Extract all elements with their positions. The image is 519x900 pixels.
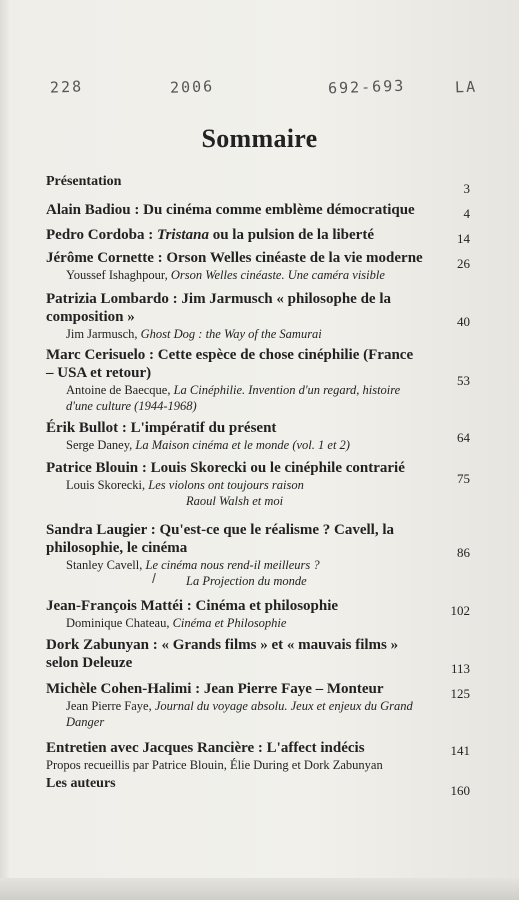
entry-subtitle: Serge Daney, La Maison cinéma et le monde (vol. 1 et 2) [66, 438, 350, 452]
entry-heading: Jean-François Mattéi : Cinéma et philosophie [46, 598, 339, 614]
entry-heading: Jérôme Cornette : Orson Welles cinéaste de la vie moderne [46, 250, 423, 266]
page-number: 64 [457, 430, 470, 445]
toc-entry [46, 636, 424, 672]
toc-entry [46, 775, 424, 793]
page-number: 160 [450, 783, 470, 798]
entry-heading: Patrizia Lombardo : Jim Jarmusch « philosophe de la composition » [46, 291, 392, 325]
entry-heading: Patrice Blouin : Louis Skorecki ou le cinéphile contrarié [46, 460, 405, 476]
toc-entry [46, 249, 424, 283]
entry-subtitle: Jim Jarmusch, Ghost Dog : the Way of the Samurai [66, 327, 322, 341]
handwritten-note-pages: 692-693 [327, 76, 406, 98]
toc-entry [46, 173, 424, 191]
entry-subtitle: Dominique Chateau, Cinéma et Philosophie [66, 616, 287, 630]
page-number: 75 [457, 471, 470, 486]
toc-entry [46, 521, 424, 589]
toc-entry [46, 739, 424, 757]
entry-heading: Dork Zabunyan : « Grands films » et « mauvais films » selon Deleuze [46, 637, 399, 671]
entry-heading: Pedro Cordoba : Tristana ou la pulsion de la liberté [46, 227, 374, 243]
entry-heading: Sandra Laugier : Qu'est-ce que le réalisme ? Cavell, la philosophie, le cinéma [46, 522, 395, 556]
entry-heading: Marc Cerisuelo : Cette espèce de chose cinéphilie (France – USA et retour) [46, 347, 414, 381]
toc-entry [46, 680, 424, 730]
entry-subtitle: Youssef Ishaghpour, Orson Welles cinéaste. Une caméra visible [66, 268, 385, 282]
page-number: 53 [457, 373, 470, 388]
entry-heading: Alain Badiou : Du cinéma comme emblème démocratique [46, 202, 415, 218]
pencil-mark: / [152, 570, 156, 586]
page-number: 125 [450, 686, 470, 701]
page-number: 102 [450, 603, 470, 618]
page-bottom-edge [0, 878, 519, 900]
toc-entry [46, 459, 424, 509]
entry-heading: Présentation [46, 174, 122, 189]
page-number: 26 [457, 256, 470, 271]
handwritten-note-initials: LA [454, 77, 478, 97]
toc-entry [46, 201, 424, 219]
entry-subtitle-second: Raoul Walsh et moi [186, 494, 284, 508]
entry-subtitle-second: La Projection du monde [186, 574, 307, 588]
entry-subtitle: Antoine de Baecque, La Cinéphilie. Invention d'un regard, histoire d'une culture (1944-1968) [66, 383, 401, 413]
page-title: Sommaire [201, 124, 318, 153]
page-number: 141 [450, 743, 470, 758]
entry-heading: Entretien avec Jacques Rancière : L'affect indécis [46, 740, 365, 756]
toc-entry [46, 226, 424, 244]
entry-subtitle: Jean Pierre Faye, Journal du voyage absolu. Jeux et enjeux du Grand Danger [66, 699, 413, 729]
entry-subtitle: Louis Skorecki, Les violons ont toujours raison [66, 478, 304, 492]
toc-entry [46, 346, 424, 414]
toc-entry [46, 597, 424, 631]
entry-heading: Érik Bullot : L'impératif du présent [46, 420, 277, 436]
page-number: 86 [457, 545, 470, 560]
page-number: 14 [457, 231, 470, 246]
page-number: 40 [457, 314, 470, 329]
toc-entry [46, 290, 424, 342]
toc-entry [46, 419, 424, 453]
page-number: 4 [463, 206, 470, 221]
entry-subtitle: Stanley Cavell, Le cinéma nous rend-il meilleurs ? [66, 558, 320, 572]
handwritten-note-year: 2006 [169, 77, 215, 97]
page-number: 113 [450, 661, 470, 676]
handwritten-note-number: 228 [49, 77, 84, 97]
entry-heading: Les auteurs [46, 776, 116, 791]
page-number: 3 [463, 181, 470, 196]
entry-subtitle: Propos recueillis par Patrice Blouin, Élie During et Dork Zabunyan [46, 758, 383, 772]
entry-heading: Michèle Cohen-Halimi : Jean Pierre Faye – Monteur [46, 681, 384, 697]
